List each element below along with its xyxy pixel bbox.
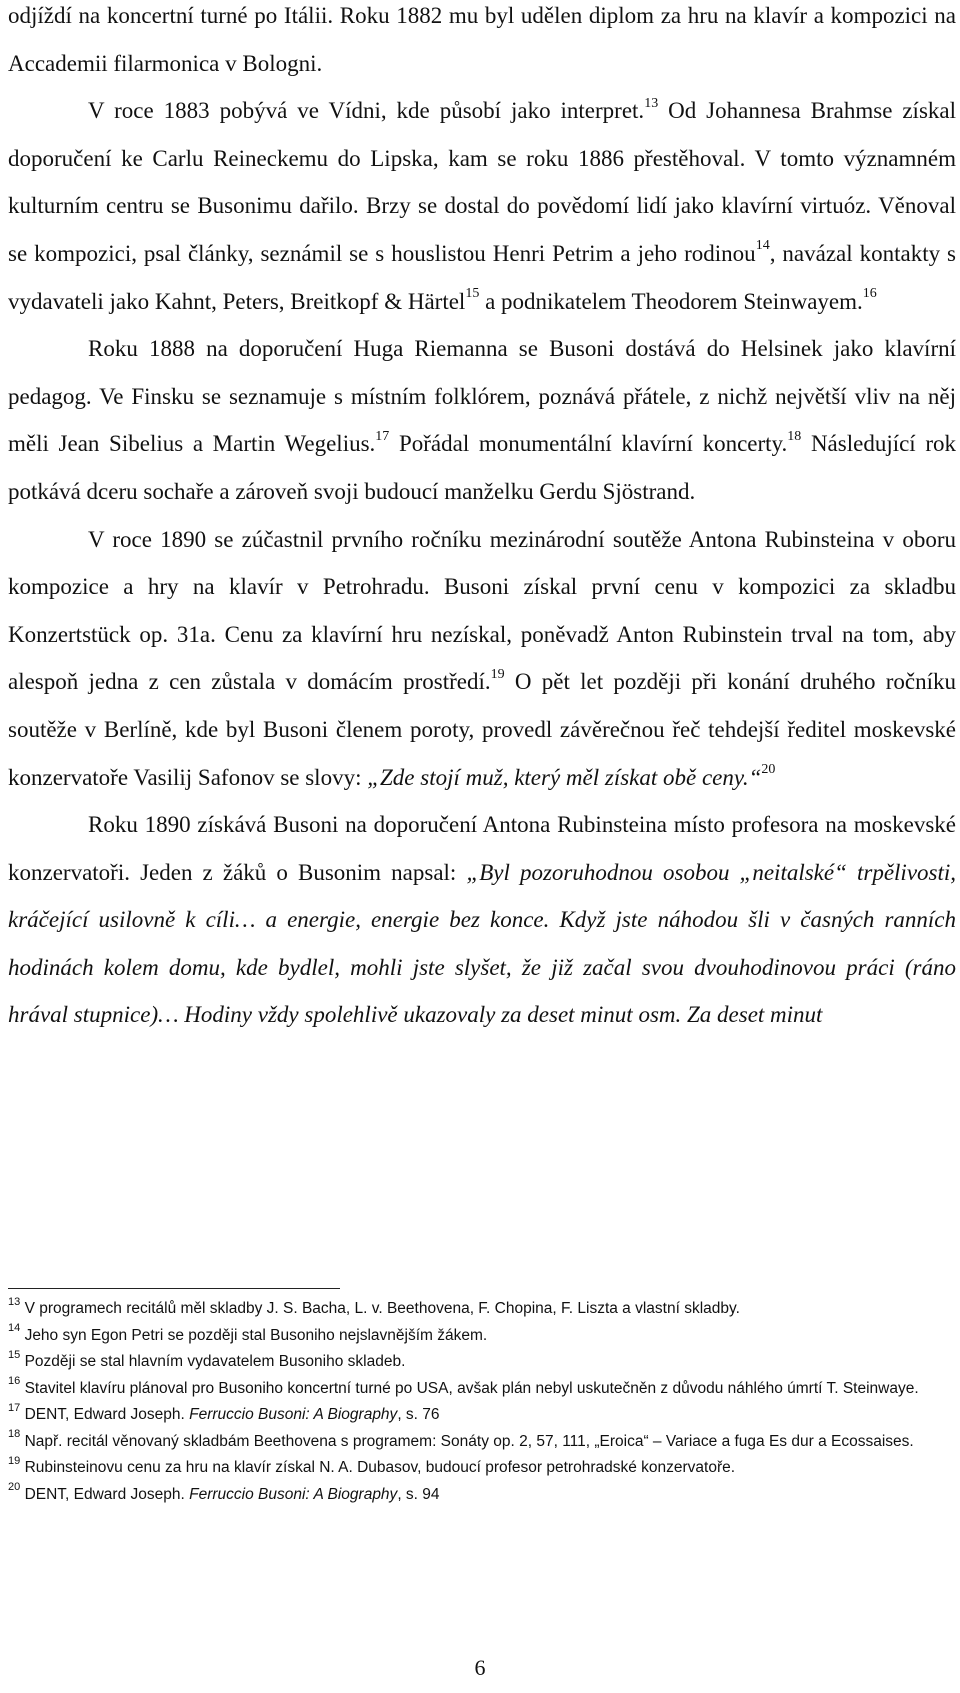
- footnote-number: 19: [8, 1454, 21, 1467]
- footnote-italic-span: Ferruccio Busoni: A Biography: [189, 1406, 398, 1423]
- paragraph-italic-span: „Byl pozoruhodnou osobou „neitalské“ trpělivosti, kráčející usilovně k cíli… a energie, energie bez konce. Když jste náhodou šli v časných ranních hodinách kolem domu, kde bydlel, mohli jste slyšet, že již začal svou dvouhodinovou práci (ráno hrával stupnice)… Hodiny vždy spolehlivě ukazovaly za deset minut osm. Za deset minut: [8, 859, 957, 1028]
- paragraph: [8, 516, 956, 802]
- footnote-text-span: Rubinsteinovu cenu za hru na klavír získal N. A. Dubasov, budoucí profesor petrohradské konzervatoře.: [24, 1459, 736, 1476]
- footnote: [8, 1455, 948, 1482]
- footnote-text-span: Např. recitál věnovaný skladbám Beethovena s programem: Sonáty op. 2, 57, 111, „Eroica“ – Variace a fuga Es dur a Ecossaises.: [24, 1432, 914, 1450]
- footnote-number: 20: [8, 1481, 21, 1494]
- paragraph: [8, 87, 956, 325]
- footnote-text-span: Jeho syn Egon Petri se později stal Busoniho nejslavnějším žákem.: [24, 1326, 488, 1344]
- paragraph: [8, 325, 956, 515]
- footnote-ref: 16: [862, 285, 877, 301]
- footnote-text-span: , s. 94: [397, 1485, 440, 1503]
- paragraph-text-span: O pět let později při konání druhého ročníku soutěže v Berlíně, kde byl Busoni členem poroty, provedl závěrečnou řeč tehdejší ředitel moskevské konzervatoře Vasilij Safonov se slovy:: [8, 669, 956, 790]
- footnote-text-span: V programech recitálů měl skladby J. S. Bacha, L. v. Beethovena, F. Chopina, F. Liszta a vlastní skladby.: [24, 1300, 740, 1317]
- footnote-number: 16: [8, 1375, 21, 1388]
- paragraph-italic-span: „Zde stojí muž, který měl získat obě ceny.“: [367, 764, 762, 790]
- footnote-text-span: Stavitel klavíru plánoval pro Busoniho koncertní turné po USA, avšak plán nebyl uskutečněn z důvodu náhlého úmrtí T. Steinwaye.: [24, 1379, 919, 1397]
- footnote-ref: 14: [755, 238, 770, 254]
- paragraph-text-span: Od Johannesa Brahmse získal doporučení ke Carlu Reineckemu do Lipska, kam se roku 1886 přestěhoval. V tomto významném kulturním centru se Busonimu dařilo. Brzy se dostal do povědomí lidí jako klavírní virtuóz. Věnoval se kompozici, psal články, seznámil se s houslistou Henri Petrim a jeho rodinou: [8, 98, 956, 266]
- paragraph-text-span: V roce 1890 se zúčastnil prvního ročníku mezinárodní soutěže Antona Rubinsteina v oboru kompozice a hry na klavír v Petrohradu. Busoni získal první cenu v kompozici za skladbu Konzertstück op. 31a. Cenu za klavírní hru nezískal, poněvadž Anton Rubinstein trval na tom, aby alespoň jedna z cen zůstala v domácím prostředí.: [8, 526, 956, 695]
- footnote-text-span: DENT, Edward Joseph.: [24, 1406, 190, 1423]
- paragraph-text-span: odjíždí na koncertní turné po Itálii. Roku 1882 mu byl udělen diplom za hru na klavír a kompozici na Accademii filarmonica v Bologni.: [8, 3, 956, 76]
- footnote-italic-span: Ferruccio Busoni: A Biography: [189, 1485, 398, 1503]
- paragraph-text-span: V roce 1883 pobývá ve Vídni, kde působí jako interpret.: [88, 98, 645, 124]
- paragraph-text-span: a podnikatelem Theodorem Steinwayem.: [479, 288, 863, 314]
- paragraph-text-span: Roku 1890 získává Busoni na doporučení Antona Rubinsteina místo profesora na moskevské konzervatoři. Jeden z žáků o Busonim napsal:: [8, 812, 956, 885]
- footnote-number: 18: [8, 1428, 21, 1441]
- paragraph-text-span: Roku 1888 na doporučení Huga Riemanna se Busoni dostává do Helsinek jako klavírní pedagog. Ve Finsku se seznamuje s místním folklórem, poznává přátele, z nichž největší vliv na něj měli Jean Sibelius a Martin Wegelius.: [8, 336, 956, 457]
- footnote-ref: 17: [375, 428, 390, 444]
- footnote: [8, 1429, 948, 1456]
- paragraph-text-span: Následující rok potkává dceru sochaře a zároveň svoji budoucí manželku Gerdu Sjöstrand.: [8, 431, 957, 504]
- footnote-ref: 19: [490, 666, 505, 682]
- footnotes: [8, 1296, 948, 1508]
- footnote-number: 13: [8, 1295, 21, 1308]
- page-number: 6: [474, 1655, 486, 1680]
- paragraph: [8, 801, 956, 1039]
- footnote-separator: [8, 1288, 340, 1289]
- footnote-text-span: Později se stal hlavním vydavatelem Busoniho skladeb.: [24, 1353, 406, 1370]
- footnote-text-span: , s. 76: [397, 1406, 440, 1423]
- footnote-number: 14: [8, 1322, 21, 1335]
- footnote-ref: 13: [644, 95, 659, 111]
- paragraph: [8, 0, 956, 87]
- footnote: [8, 1402, 948, 1429]
- paragraph-text-span: , navázal kontakty s vydavateli jako Kahnt, Peters, Breitkopf & Härtel: [8, 240, 956, 314]
- footnote-ref: 18: [787, 428, 802, 444]
- footnote-number: 17: [8, 1401, 21, 1414]
- footnote-number: 15: [8, 1348, 21, 1361]
- footnote-ref: 15: [465, 285, 480, 301]
- body-text: [8, 0, 956, 1039]
- footnote: [8, 1349, 948, 1376]
- paragraph-text-span: Pořádal monumentální klavírní koncerty.: [389, 431, 788, 457]
- footnote: [8, 1323, 948, 1350]
- footnote-ref: 20: [761, 761, 776, 777]
- footnote: [8, 1296, 948, 1323]
- footnote: [8, 1376, 948, 1403]
- footnote-text-span: DENT, Edward Joseph.: [24, 1485, 190, 1503]
- footnote: [8, 1482, 948, 1509]
